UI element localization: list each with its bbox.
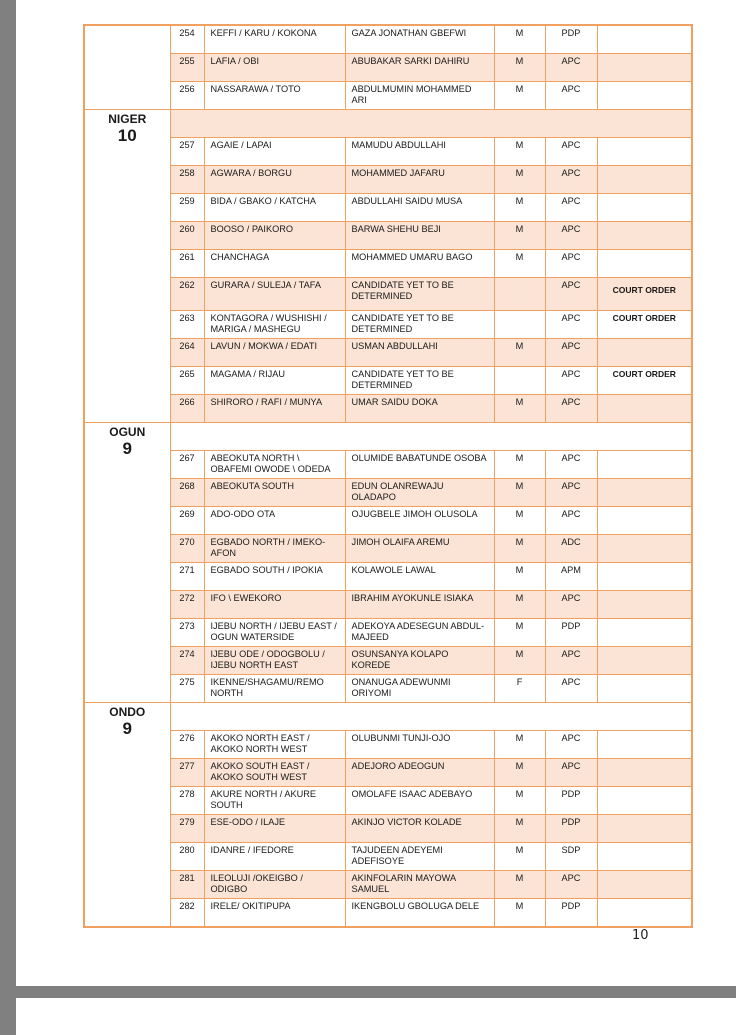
candidate-cell: OMOLAFE ISAAC ADEBAYO [345,787,494,815]
remark-cell [597,535,692,563]
party-cell: APC [545,311,597,339]
remark-cell [597,647,692,675]
gender-cell: M [494,194,545,222]
gender-cell: M [494,619,545,647]
candidate-cell: ABUBAKAR SARKI DAHIRU [345,54,494,82]
remark-cell [597,591,692,619]
seat-number: 259 [170,194,204,222]
gender-cell: F [494,675,545,703]
gender-cell [494,311,545,339]
candidate-cell: CANDIDATE YET TO BE DETERMINED [345,278,494,311]
table-row [84,535,692,563]
party-cell: APC [545,731,597,759]
constituency-cell: ESE-ODO / ILAJE [204,815,345,843]
state-seat-count: 9 [122,439,132,458]
state-name: ONDO [109,705,146,719]
table-row [84,194,692,222]
seat-number: 261 [170,250,204,278]
party-cell: PDP [545,815,597,843]
remark-cell [597,619,692,647]
table-row [84,899,692,928]
remark-cell [597,731,692,759]
seat-number: 278 [170,787,204,815]
table-row [84,563,692,591]
seat-number: 272 [170,591,204,619]
state-cell [84,423,170,703]
party-cell: APC [545,194,597,222]
state-header-row [84,423,692,451]
constituency-cell: ABEOKUTA SOUTH [204,479,345,507]
seat-number: 281 [170,871,204,899]
gender-cell: M [494,25,545,54]
candidate-cell: OJUGBELE JIMOH OLUSOLA [345,507,494,535]
party-cell: PDP [545,25,597,54]
gender-cell: M [494,222,545,250]
gender-cell: M [494,507,545,535]
candidate-cell: UMAR SAIDU DOKA [345,395,494,423]
candidates-table-body [84,25,692,927]
seat-number: 255 [170,54,204,82]
gender-cell: M [494,82,545,110]
table-row [84,367,692,395]
state-seat-count: 9 [122,719,132,738]
state-header-bar [170,423,692,451]
constituency-cell: IFO \ EWEKORO [204,591,345,619]
constituency-cell: AGWARA / BORGU [204,166,345,194]
candidates-table-wrap [83,24,691,928]
table-row [84,591,692,619]
table-row [84,647,692,675]
constituency-cell: ADO-ODO OTA [204,507,345,535]
party-cell: APC [545,507,597,535]
remark-cell [597,138,692,166]
seat-number: 275 [170,675,204,703]
seat-number: 263 [170,311,204,339]
party-cell: ADC [545,535,597,563]
seat-number: 262 [170,278,204,311]
table-row [84,395,692,423]
gender-cell: M [494,451,545,479]
constituency-cell: LAFIA / OBI [204,54,345,82]
constituency-cell: SHIRORO / RAFI / MUNYA [204,395,345,423]
remark-cell [597,166,692,194]
table-row [84,759,692,787]
seat-number: 270 [170,535,204,563]
table-row [84,731,692,759]
candidate-cell: EDUN OLANREWAJU OLADAPO [345,479,494,507]
candidate-cell: AKINFOLARIN MAYOWA SAMUEL [345,871,494,899]
state-header-bar [170,703,692,731]
gender-cell: M [494,563,545,591]
candidate-cell: USMAN ABDULLAHI [345,339,494,367]
constituency-cell: NASSARAWA / TOTO [204,82,345,110]
seat-number: 266 [170,395,204,423]
constituency-cell: EGBADO NORTH / IMEKO-AFON [204,535,345,563]
remark-cell [597,250,692,278]
constituency-cell: EGBADO SOUTH / IPOKIA [204,563,345,591]
party-cell: APC [545,647,597,675]
table-row [84,843,692,871]
party-cell: PDP [545,619,597,647]
constituency-cell: AKOKO NORTH EAST / AKOKO NORTH WEST [204,731,345,759]
remark-cell [597,339,692,367]
constituency-cell: LAVUN / MOKWA / EDATI [204,339,345,367]
seat-number: 274 [170,647,204,675]
state-name: NIGER [108,112,147,126]
state-cell [84,110,170,423]
gender-cell: M [494,166,545,194]
table-row [84,507,692,535]
table-row [84,54,692,82]
remark-cell: COURT ORDER [597,311,692,339]
candidate-cell: OSUNSANYA KOLAPO KOREDE [345,647,494,675]
party-cell: PDP [545,787,597,815]
candidate-cell: MOHAMMED JAFARU [345,166,494,194]
party-cell: APC [545,871,597,899]
table-row [84,871,692,899]
seat-number: 256 [170,82,204,110]
constituency-cell: IKENNE/SHAGAMU/REMO NORTH [204,675,345,703]
candidate-cell: TAJUDEEN ADEYEMI ADEFISOYE [345,843,494,871]
candidate-cell: ADEJORO ADEOGUN [345,759,494,787]
remark-cell [597,25,692,54]
gender-cell: M [494,250,545,278]
candidate-cell: AKINJO VICTOR KOLADE [345,815,494,843]
party-cell: APC [545,591,597,619]
constituency-cell: AKURE NORTH / AKURE SOUTH [204,787,345,815]
constituency-cell: KONTAGORA / WUSHISHI / MARIGA / MASHEGU [204,311,345,339]
remark-cell [597,843,692,871]
constituency-cell: BOOSO / PAIKORO [204,222,345,250]
table-row [84,250,692,278]
table-row [84,815,692,843]
table-row [84,619,692,647]
constituency-cell: KEFFI / KARU / KOKONA [204,25,345,54]
constituency-cell: GURARA / SULEJA / TAFA [204,278,345,311]
table-row [84,675,692,703]
seat-number: 254 [170,25,204,54]
gender-cell: M [494,339,545,367]
candidate-cell: ADEKOYA ADESEGUN ABDUL-MAJEED [345,619,494,647]
party-cell: APC [545,82,597,110]
remark-cell [597,871,692,899]
gender-cell: M [494,479,545,507]
remark-cell [597,759,692,787]
seat-number: 257 [170,138,204,166]
party-cell: APC [545,675,597,703]
gender-cell: M [494,535,545,563]
seat-number: 267 [170,451,204,479]
candidate-cell: CANDIDATE YET TO BE DETERMINED [345,367,494,395]
party-cell: SDP [545,843,597,871]
gender-cell: M [494,899,545,928]
candidate-cell: IBRAHIM AYOKUNLE ISIAKA [345,591,494,619]
seat-number: 258 [170,166,204,194]
remark-cell [597,787,692,815]
document-page [16,0,736,986]
remark-cell [597,563,692,591]
remark-cell [597,82,692,110]
state-cell [84,703,170,928]
gender-cell: M [494,395,545,423]
party-cell: APC [545,395,597,423]
candidate-cell: OLUMIDE BABATUNDE OSOBA [345,451,494,479]
party-cell: APC [545,278,597,311]
table-row [84,451,692,479]
page-number: 10 [632,928,649,943]
constituency-cell: AGAIE / LAPAI [204,138,345,166]
candidate-cell: BARWA SHEHU BEJI [345,222,494,250]
candidate-cell: OLUBUNMI TUNJI-OJO [345,731,494,759]
state-header-row [84,110,692,138]
remark-cell: COURT ORDER [597,278,692,311]
party-cell: APC [545,138,597,166]
candidate-cell: MOHAMMED UMARU BAGO [345,250,494,278]
constituency-cell: IRELE/ OKITIPUPA [204,899,345,928]
seat-number: 264 [170,339,204,367]
table-row [84,138,692,166]
remark-cell [597,222,692,250]
party-cell: APC [545,759,597,787]
table-row [84,311,692,339]
remark-cell [597,815,692,843]
party-cell: APC [545,250,597,278]
next-page [16,998,736,1035]
gender-cell: M [494,759,545,787]
remark-cell [597,451,692,479]
party-cell: PDP [545,899,597,928]
remark-cell [597,899,692,928]
candidate-cell: JIMOH OLAIFA AREMU [345,535,494,563]
party-cell: APC [545,166,597,194]
table-row [84,339,692,367]
remark-cell [597,479,692,507]
seat-number: 273 [170,619,204,647]
party-cell: APC [545,222,597,250]
seat-number: 260 [170,222,204,250]
candidates-table [83,24,693,928]
state-name: OGUN [109,425,146,439]
candidate-cell: MAMUDU ABDULLAHI [345,138,494,166]
gender-cell: M [494,871,545,899]
table-row [84,82,692,110]
constituency-cell: CHANCHAGA [204,250,345,278]
constituency-cell: BIDA / GBAKO / KATCHA [204,194,345,222]
table-row [84,479,692,507]
remark-cell [597,54,692,82]
seat-number: 277 [170,759,204,787]
table-row [84,166,692,194]
constituency-cell: MAGAMA / RIJAU [204,367,345,395]
seat-number: 265 [170,367,204,395]
candidate-cell: ABDULLAHI SAIDU MUSA [345,194,494,222]
state-seat-count: 10 [117,126,137,145]
party-cell: APC [545,451,597,479]
candidate-cell: CANDIDATE YET TO BE DETERMINED [345,311,494,339]
gender-cell: M [494,843,545,871]
table-row [84,25,692,54]
seat-number: 280 [170,843,204,871]
table-row [84,278,692,311]
seat-number: 268 [170,479,204,507]
party-cell: APC [545,367,597,395]
remark-cell: COURT ORDER [597,367,692,395]
gender-cell: M [494,54,545,82]
candidate-cell: ABDULMUMIN MOHAMMED ARI [345,82,494,110]
party-cell: APM [545,563,597,591]
seat-number: 279 [170,815,204,843]
constituency-cell: IDANRE / IFEDORE [204,843,345,871]
table-row [84,222,692,250]
constituency-cell: ILEOLUJI /OKEIGBO / ODIGBO [204,871,345,899]
constituency-cell: IJEBU NORTH / IJEBU EAST / OGUN WATERSIDE [204,619,345,647]
candidate-cell: KOLAWOLE LAWAL [345,563,494,591]
remark-cell [597,675,692,703]
gender-cell: M [494,815,545,843]
state-header-bar [170,110,692,138]
gender-cell: M [494,647,545,675]
remark-cell [597,395,692,423]
table-row [84,787,692,815]
seat-number: 276 [170,731,204,759]
remark-cell [597,194,692,222]
party-cell: APC [545,479,597,507]
constituency-cell: IJEBU ODE / ODOGBOLU / IJEBU NORTH EAST [204,647,345,675]
constituency-cell: AKOKO SOUTH EAST / AKOKO SOUTH WEST [204,759,345,787]
gender-cell: M [494,138,545,166]
candidate-cell: ONANUGA ADEWUNMI ORIYOMI [345,675,494,703]
gender-cell: M [494,731,545,759]
state-header-row [84,703,692,731]
party-cell: APC [545,54,597,82]
remark-cell [597,507,692,535]
seat-number: 271 [170,563,204,591]
candidate-cell: GAZA JONATHAN GBEFWI [345,25,494,54]
constituency-cell: ABEOKUTA NORTH \ OBAFEMI OWODE \ ODEDA [204,451,345,479]
gender-cell: M [494,591,545,619]
state-cell [84,25,170,110]
seat-number: 269 [170,507,204,535]
gender-cell [494,367,545,395]
gender-cell: M [494,787,545,815]
candidate-cell: IKENGBOLU GBOLUGA DELE [345,899,494,928]
seat-number: 282 [170,899,204,928]
gender-cell [494,278,545,311]
party-cell: APC [545,339,597,367]
